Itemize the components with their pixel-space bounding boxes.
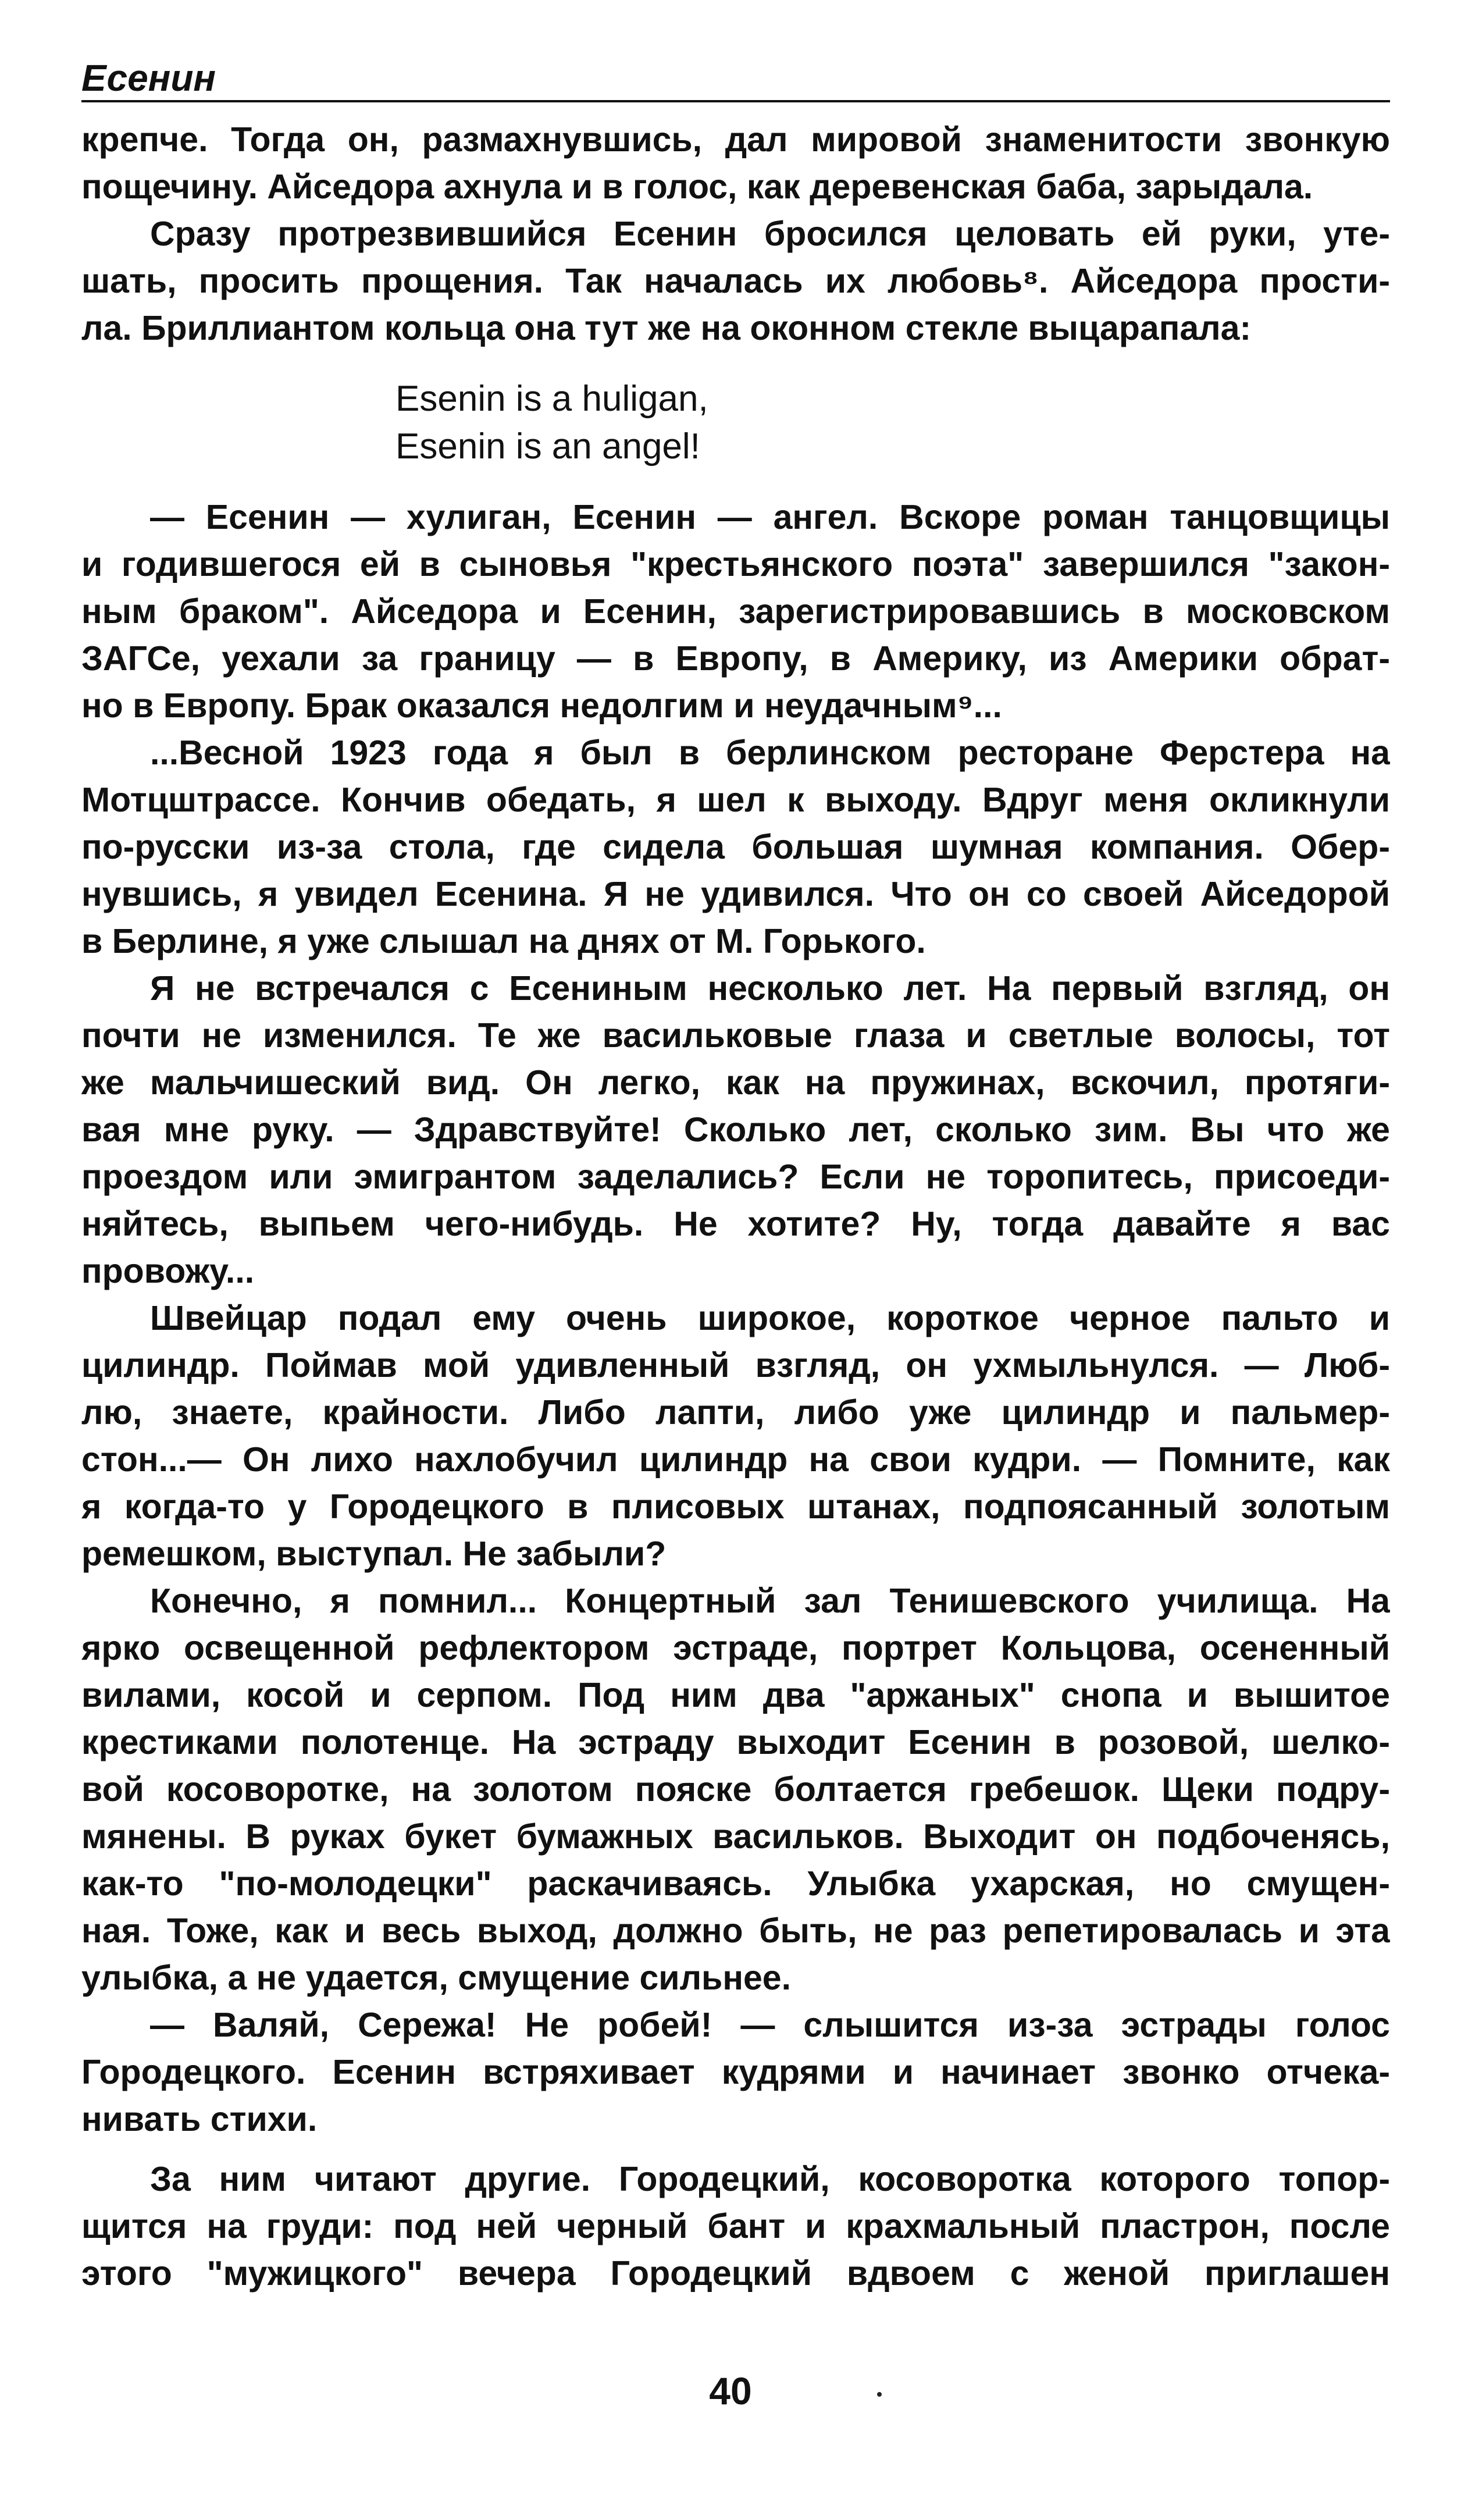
poem-quote	[81, 375, 1390, 471]
paragraph-1	[81, 116, 1390, 211]
text-line: Я не встречался с Есениным несколько лет. На первый взгляд, он	[150, 969, 1390, 1008]
paragraph-2	[81, 211, 1390, 352]
text-line: стон...— Он лихо нахлобучил цилиндр на свои кудри. — Помните, как	[81, 1440, 1390, 1479]
text-line: мянены. В руках букет бумажных васильков. Выходит он подбоченясь,	[81, 1817, 1390, 1856]
text-line: Мотцштрассе. Кончив обедать, я шел к выходу. Вдруг меня окликнули	[81, 781, 1390, 819]
text-line: по-русски из-за стола, где сидела большая шумная компания. Обер-	[81, 828, 1390, 866]
text-line: Конечно, я помнил... Концертный зал Тенишевского училища. На	[150, 1582, 1390, 1620]
text-line: почти не изменился. Те же васильковые глаза и светлые волосы, тот	[81, 1016, 1390, 1055]
paragraph-8	[81, 2002, 1390, 2143]
text-line: улыбка, а не удается, смущение сильнее.	[81, 1959, 791, 1997]
text-line: — Валяй, Сережа! Не робей! — слышится из-за эстрады голос	[150, 2006, 1390, 2044]
text-line: — Есенин — хулиган, Есенин — ангел. Вскоре роман танцовщицы	[150, 498, 1390, 536]
text-line: ремешком, выступал. Не забыли?	[81, 1535, 667, 1573]
text-line: я когда-то у Городецкого в плисовых штанах, подпоясанный золотым	[81, 1487, 1390, 1526]
text-line: же мальчишеский вид. Он легко, как на пружинах, вскочил, протяги-	[81, 1063, 1390, 1102]
text-line: вой косоворотке, на золотом пояске болтается гребешок. Щеки подру-	[81, 1770, 1390, 1809]
text-line: и годившегося ей в сыновья "крестьянского поэта" завершился "закон-	[81, 545, 1390, 583]
page	[81, 56, 1390, 2297]
print-speck	[877, 2392, 882, 2397]
paragraph-3	[81, 494, 1390, 729]
text-line: вая мне руку. — Здравствуйте! Сколько лет, сколько зим. Вы что же	[81, 1110, 1390, 1149]
paragraph-4	[81, 729, 1390, 965]
text-line: щится на груди: под ней черный бант и крахмальный пластрон, после	[81, 2207, 1390, 2245]
text-line: но в Европу. Брак оказался недолгим и неудачным⁹...	[81, 686, 1002, 725]
text-line: нувшись, я увидел Есенина. Я не удивился. Что он со своей Айседорой	[81, 875, 1390, 913]
poem-line: Esenin is an angel!	[395, 426, 700, 467]
text-line: этого "мужицкого" вечера Городецкий вдвоем с женой приглашен	[81, 2254, 1390, 2293]
text-line: ярко освещенной рефлектором эстраде, портрет Кольцова, осененный	[81, 1629, 1390, 1667]
text-line: лю, знаете, крайности. Либо лапти, либо уже цилиндр и пальмер-	[81, 1393, 1390, 1432]
text-line: Швейцар подал ему очень широкое, короткое черное пальто и	[150, 1299, 1390, 1337]
text-line: ...Весной 1923 года я был в берлинском ресторане Ферстера на	[150, 734, 1390, 772]
text-line: Сразу протрезвившийся Есенин бросился целовать ей руки, уте-	[150, 215, 1390, 253]
text-line: Городецкого. Есенин встряхивает кудрями и начинает звонко отчека-	[81, 2053, 1390, 2091]
text-line: крепче. Тогда он, размахнувшись, дал мировой знаменитости звонкую	[81, 120, 1390, 159]
text-line: провожу...	[81, 1252, 255, 1290]
text-line: проездом или эмигрантом заделались? Если не торопитесь, присоеди-	[81, 1158, 1390, 1196]
poem-line: Esenin is a huligan,	[395, 379, 708, 419]
running-head: Есенин	[81, 56, 1390, 102]
paragraph-6	[81, 1295, 1390, 1578]
paragraph-9	[81, 2156, 1390, 2297]
text-line: За ним читают другие. Городецкий, косоворотка которого топор-	[150, 2160, 1390, 2198]
text-line: ла. Бриллиантом кольца она тут же на оконном стекле выцарапала:	[81, 309, 1252, 347]
text-line: ным браком". Айседора и Есенин, зарегистрировавшись в московском	[81, 592, 1390, 631]
text-line: пощечину. Айседора ахнула и в голос, как деревенская баба, зарыдала.	[81, 168, 1313, 206]
text-line: крестиками полотенце. На эстраду выходит Есенин в розовой, шелко-	[81, 1723, 1390, 1761]
page-number: 40	[709, 2369, 752, 2412]
text-line: ЗАГСе, уехали за границу — в Европу, в Америку, из Америки обрат-	[81, 639, 1390, 678]
text-line: как-то "по-молодецки" раскачиваясь. Улыбка ухарская, но смущен-	[81, 1864, 1390, 1903]
text-line: няйтесь, выпьем чего-нибудь. Не хотите? Ну, тогда давайте я вас	[81, 1205, 1390, 1243]
text-line: ная. Тоже, как и весь выход, должно быть, не раз репетировалась и эта	[81, 1912, 1390, 1950]
paragraph-7	[81, 1578, 1390, 2002]
text-line: цилиндр. Поймав мой удивленный взгляд, он ухмыльнулся. — Люб-	[81, 1346, 1390, 1384]
text-line: вилами, косой и серпом. Под ним два "аржаных" снопа и вышитое	[81, 1676, 1390, 1714]
text-line: шать, просить прощения. Так началась их любовь⁸. Айседора прости-	[81, 262, 1390, 300]
text-line: нивать стихи.	[81, 2100, 318, 2138]
text-line: в Берлине, я уже слышал на днях от М. Горького.	[81, 922, 926, 960]
body-text	[81, 116, 1390, 2297]
paragraph-5	[81, 965, 1390, 1295]
